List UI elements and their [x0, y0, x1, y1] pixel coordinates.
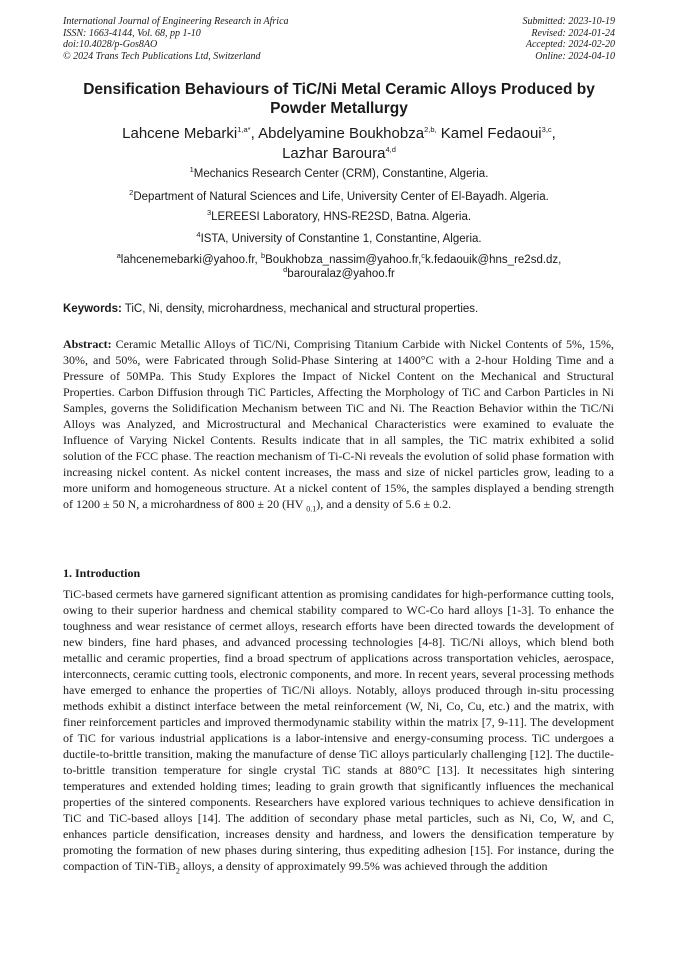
submitted-date: Submitted: 2023-10-19: [522, 16, 615, 27]
author-sup: 1,a*: [237, 125, 251, 134]
paper-title: Densification Behaviours of TiC/Ni Metal Ceramic Alloys Produced by Powder Metallurgy: [83, 81, 595, 117]
introduction-text: TiC-based cermets have garnered significant attention as promising candidates for high-performance cutting tools, owing to their superior hardness and chemical stability compared to WC-Co hard alloys [1-3]. To enhance the toughness and wear resistance of cermet alloys, research efforts have been directed towards the development of new binders, fine hard phases, and advanced processing technologies [4-8]. TiC/Ni alloys, which blend both metallic and ceramic properties, find a broad spectrum of applications across transportation vehicles, aerospace, interconnects, ceramic cutting tools, electronic components, and more. In recent years, several processing methods have emerged to enhance the properties of TiC/Ni alloys. Notably, alloys produced through in-situ processing methods exhibit a distinct interface between the metal reinforcement (W, Ni, Co, Cu, etc.) and the matrix, with finer reinforcement particles and improved thermodynamic stability within the matrix [7, 9-11]. The development of TiC for various industrial applications is a labor-intensive and energy-consuming process. TiC undergoes a ductile-to-brittle transition, making the manufacture of dense TiC alloys particularly challenging [12]. The ductile-to-brittle transition temperature for single crystal TiC stands at 880°C [13]. It necessitates high sintering temperatures and extended holding times; leading to grain growth that significantly influences the mechanical properties of the sintered components. Researchers have explored various techniques to achieve densification in TiC and TiC-based alloys [14]. The addition of secondary phase metal particles, such as Ni, Co, W, and C, enhances particle densification, increases density and hardness, and lowers the densification temperature by promoting the formation of new phases during sintering, thus expediting adhesion [15]. For instance, during the: [63, 587, 614, 857]
email-address[interactable]: barouralaz@yahoo.fr: [287, 268, 395, 280]
hv-subscript: 0.1: [306, 504, 317, 514]
abstract-text: Ceramic Metallic Alloys of TiC/Ni, Comprising Titanium Carbide with Nickel Contents of 5%, 15%, 30%, and 50%, were Fabricated through Solid-Phase Sintering at 1400°C with a 2-hour Holding Time and a Pressure of 50MPa. This Study Explores the Impact of Nickel Content on the Mechanical and Structural Properties. Carbon Diffusion through TiC Particles, Affecting the Morphology of TiC and Carbon Particles in Ni Samples, governs the Solidification Mechanism between TiC and Ni. The Reaction Behavior within the TiC/Ni Alloys was Analyzed, and Microstructural and Mechanical Characteristics were examined to evaluate the Influence of Varying Nickel Contents. Results indicate that in all samples, the TiC matrix exhibited a solid solution of the FCC phase. The reaction mechanism of Ti-C-Ni reveals the evolution of solid phase formation with increasing nickel content. As nickel content increases, the mass and size of nickel particles grow, leading to a more uniform and homogeneous structure. At a nickel content of 15%, the samples displayed a bending strength of 1200 ± 50 N, a microhardness of 800 ± 20 (HV: [63, 337, 614, 511]
email-address[interactable]: k.fedaouik@hns_re2sd.dz,: [425, 254, 562, 266]
email-sup: b: [260, 251, 266, 261]
author-sup: 2,b,: [424, 125, 437, 134]
tib2-subscript: 2: [175, 866, 180, 876]
keywords: [63, 302, 623, 316]
journal-doi: doi:10.4028/p-Gos8AO: [63, 39, 158, 50]
affiliation-num: 1: [189, 165, 194, 175]
abstract-text-end: ), and a density of 5.6 ± 0.2.: [316, 497, 452, 511]
affiliation-text: ISTA, University of Constantine 1, Constantine, Algeria.: [200, 233, 482, 245]
email-sup: d: [283, 265, 288, 275]
author-sep: ,: [250, 125, 259, 142]
affiliation-text: Department of Natural Sciences and Life, University Center of El-Bayadh. Algeria.: [133, 191, 549, 203]
author-sup: 3,c: [541, 125, 552, 134]
journal-copyright: © 2024 Trans Tech Publications Ltd, Switzerland: [63, 50, 261, 62]
author-list: [60, 124, 618, 164]
affiliation-4: [60, 232, 618, 246]
journal-issn: ISSN: 1663-4144, Vol. 68, pp 1-10: [63, 27, 201, 39]
journal-header-left: [63, 16, 289, 62]
author-sep: ,: [551, 125, 556, 142]
affiliation-2: [60, 190, 618, 204]
online-date: Online: 2024-04-10: [535, 50, 615, 62]
keywords-text: TiC, Ni, density, microhardness, mechanical and structural properties.: [121, 303, 479, 315]
affiliation-1: [60, 167, 618, 181]
introduction-body: [63, 586, 614, 874]
affiliation-3: [60, 210, 618, 224]
introduction-last-line: [63, 859, 548, 876]
affiliation-num: 4: [196, 230, 201, 240]
abstract-label: Abstract:: [63, 337, 112, 351]
journal-header-right: [523, 16, 616, 62]
revised-date: Revised: 2024-01-24: [531, 27, 615, 39]
author-name: Abdelyamine Boukhobza: [258, 125, 425, 142]
email-address[interactable]: Boukhobza_nassim@yahoo.fr,: [265, 254, 422, 266]
email-sup: a: [116, 251, 121, 261]
author-name: Kamel Fedaoui: [440, 125, 542, 142]
last-line-start: compaction of TiN-TiB: [63, 859, 176, 873]
section-heading: 1. Introduction: [63, 566, 141, 580]
author-emails: [60, 253, 618, 281]
email-address[interactable]: lahcenemebarki@yahoo.fr,: [120, 254, 261, 266]
affiliation-text: LEREESI Laboratory, HNS-RE2SD, Batna. Algeria.: [211, 211, 472, 223]
affiliation-num: 3: [206, 208, 212, 218]
affiliation-text: Mechanics Research Center (CRM), Constantine, Algeria.: [193, 168, 489, 180]
abstract: [63, 336, 614, 512]
keywords-label: Keywords:: [63, 303, 122, 315]
last-line-end: alloys, a density of approximately 99.5% was achieved through the addition: [179, 859, 548, 873]
author-name: Lahcene Mebarki: [122, 125, 238, 142]
accepted-date: Accepted: 2024-02-20: [525, 39, 615, 50]
affiliation-num: 2: [129, 188, 134, 198]
author-name: Lazhar Baroura: [282, 145, 386, 162]
author-sup: 4,d: [385, 145, 396, 154]
journal-name: International Journal of Engineering Research in Africa: [63, 16, 289, 27]
email-sup: c: [421, 251, 426, 261]
